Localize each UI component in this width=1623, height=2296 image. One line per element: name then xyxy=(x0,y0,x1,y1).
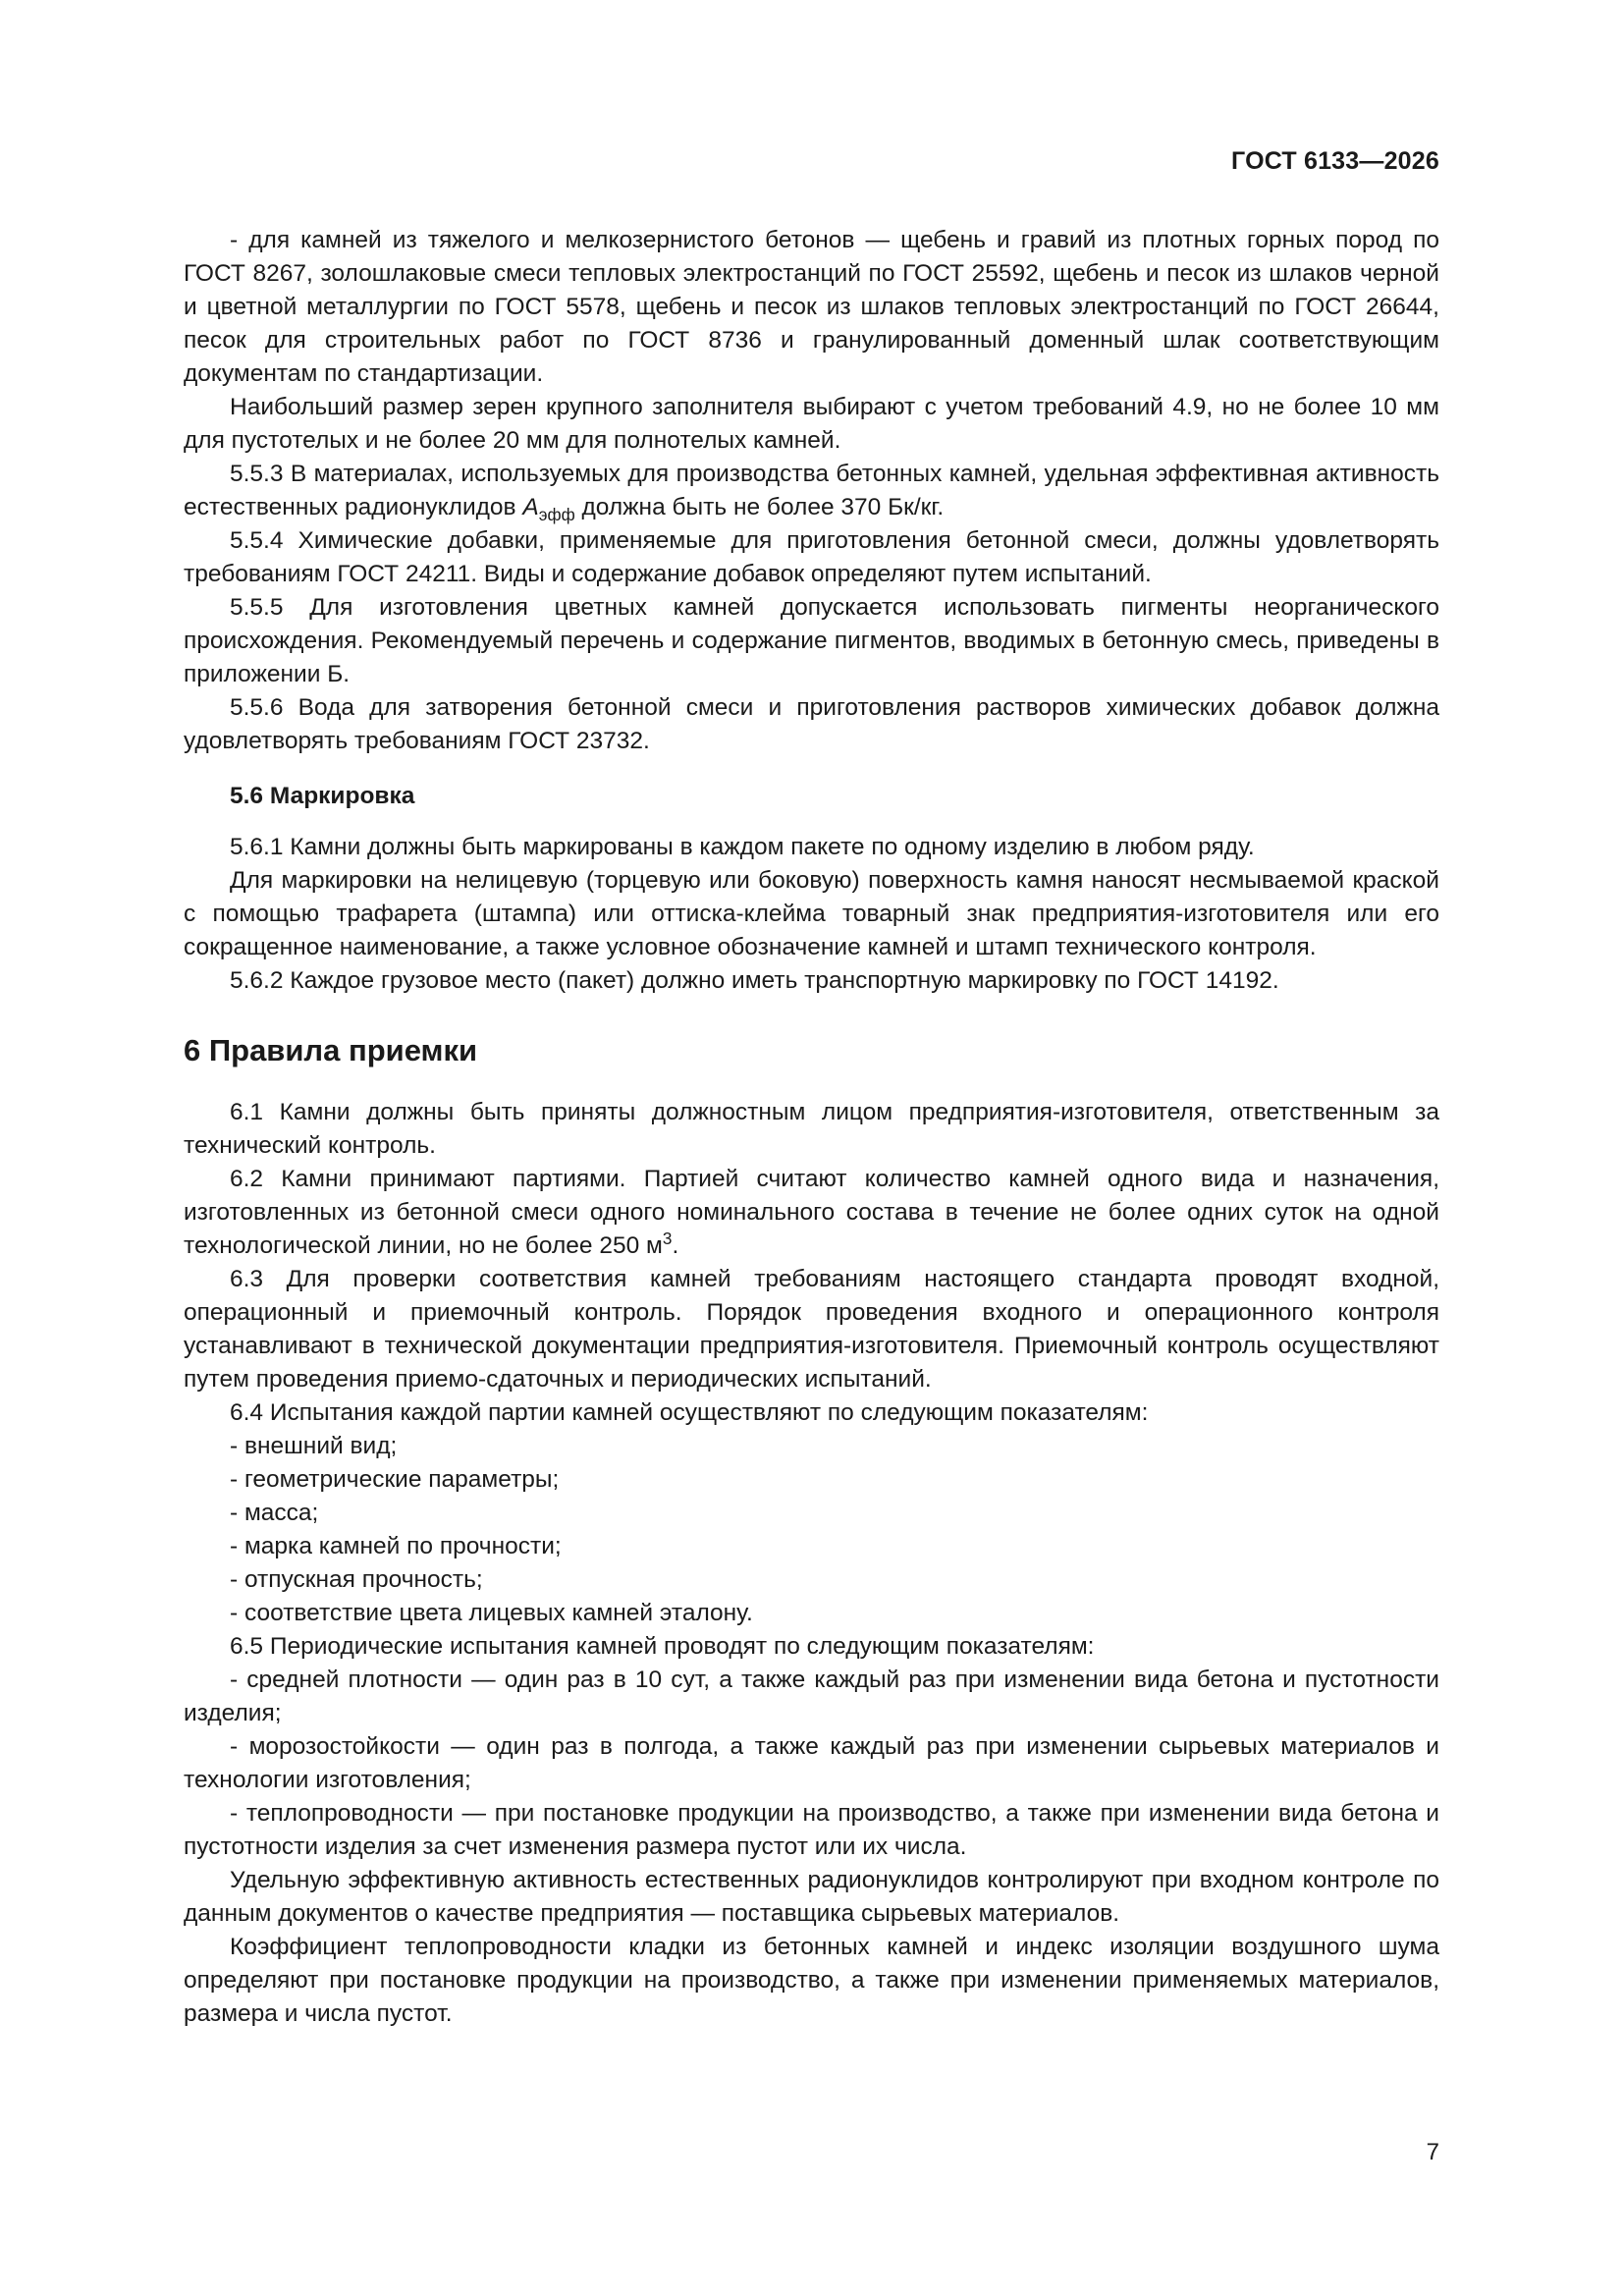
text-run: 6.2 Камни принимают партиями. Партией считают количество камней одного вида и назначения, изготовленных из бетонной смеси одного номинального состава в течение не более одних суток на одной технологической линии, но не более 250 м xyxy=(184,1166,1439,1259)
page-body xyxy=(184,224,1439,2031)
list-item: - теплопроводности — при постановке продукции на производство, а также при изменении вида бетона и пустотности изделия за счет изменения размера пустот или их числа. xyxy=(184,1800,1439,1860)
page-number: 7 xyxy=(1426,2139,1439,2165)
list-item: - отпускная прочность; xyxy=(230,1566,483,1593)
paragraph: 5.5.6 Вода для затворения бетонной смеси и приготовления растворов химических добавок должна удовлетворять требованиям ГОСТ 23732. xyxy=(184,694,1439,754)
paragraph: Наибольший размер зерен крупного заполнителя выбирают с учетом требований 4.9, но не более 10 мм для пустотелых и не более 20 мм для полнотелых камней. xyxy=(184,394,1439,454)
text-run: 5.5.3 В материалах, используемых для производства бетонных камней, удельная эффективная активность естественных радионуклидов xyxy=(184,461,1439,520)
paragraph-6-2 xyxy=(184,1163,1439,1263)
list-item: - соответствие цвета лицевых камней эталону. xyxy=(230,1600,753,1626)
paragraph: 6.3 Для проверки соответствия камней требованиям настоящего стандарта проводят входной, операционный и приемочный контроль. Порядок проведения входного и операционного контроля устанавливают в технической документации предприятия-изготовителя. Приемочный контроль осуществляют путем проведения приемо-сдаточных и периодических испытаний. xyxy=(184,1266,1439,1393)
paragraph: 6.4 Испытания каждой партии камней осуществляют по следующим показателям: xyxy=(230,1399,1149,1426)
paragraph: Удельную эффективную активность естественных радионуклидов контролируют при входном контроле по данным документов о качестве предприятия — поставщика сырьевых материалов. xyxy=(184,1867,1439,1927)
paragraph-5-5-3 xyxy=(184,458,1439,524)
paragraph: 5.6.1 Камни должны быть маркированы в каждом пакете по одному изделию в любом ряду. xyxy=(230,834,1255,860)
text-run: должна быть не более 370 Бк/кг. xyxy=(574,494,945,520)
list-item: - геометрические параметры; xyxy=(230,1466,560,1493)
list-item: - масса; xyxy=(230,1500,319,1526)
list-item: - марка камней по прочности; xyxy=(230,1533,562,1559)
paragraph: 6.5 Периодические испытания камней проводят по следующим показателям: xyxy=(230,1633,1095,1660)
paragraph: Для маркировки на нелицевую (торцевую или боковую) поверхность камня наносят несмываемой краской с помощью трафарета (штампа) или оттиска-клейма товарный знак предприятия-изготовителя или его сокращенное наименование, а также условное обозначение камней и штамп технического контроля. xyxy=(184,867,1439,960)
subsection-heading: 5.6 Маркировка xyxy=(230,783,415,809)
activity-symbol-subscript: эфф xyxy=(538,504,575,524)
list-item: - средней плотности — один раз в 10 сут, а также каждый раз при изменении вида бетона и пустотности изделия; xyxy=(184,1667,1439,1726)
paragraph: Коэффициент теплопроводности кладки из бетонных камней и индекс изоляции воздушного шума определяют при постановке продукции на производство, а также при изменении применяемых материалов, размера и числа пустот. xyxy=(184,1934,1439,2027)
list-item: - морозостойкости — один раз в полгода, а также каждый раз при изменении сырьевых материалов и технологии изготовления; xyxy=(184,1733,1439,1793)
paragraph: 5.6.2 Каждое грузовое место (пакет) должно иметь транспортную маркировку по ГОСТ 14192. xyxy=(230,967,1279,994)
standard-code-header: ГОСТ 6133—2026 xyxy=(1231,147,1439,175)
paragraph: 5.5.5 Для изготовления цветных камней допускается использовать пигменты неорганического происхождения. Рекомендуемый перечень и содержание пигментов, вводимых в бетонную смесь, приведены в приложении Б. xyxy=(184,594,1439,687)
paragraph: 5.5.4 Химические добавки, применяемые для приготовления бетонной смеси, должны удовлетворять требованиям ГОСТ 24211. Виды и содержание добавок определяют путем испытаний. xyxy=(184,527,1439,587)
paragraph: - для камней из тяжелого и мелкозернистого бетонов — щебень и гравий из плотных горных пород по ГОСТ 8267, золошлаковые смеси тепловых электростанций по ГОСТ 25592, щебень и песок из шлаков черной и цветной металлургии по ГОСТ 5578, щебень и песок из шлаков тепловых электростанций по ГОСТ 26644, песок для строительных работ по ГОСТ 8736 и гранулированный доменный шлак соответствующим документам по стандартизации. xyxy=(184,227,1439,387)
list-item: - внешний вид; xyxy=(230,1433,398,1459)
paragraph: 6.1 Камни должны быть приняты должностным лицом предприятия-изготовителя, ответственным за технический контроль. xyxy=(184,1099,1439,1159)
text-run: . xyxy=(672,1232,679,1259)
activity-symbol: A xyxy=(522,494,539,520)
section-heading: 6 Правила приемки xyxy=(184,1033,478,1067)
superscript: 3 xyxy=(662,1228,673,1248)
